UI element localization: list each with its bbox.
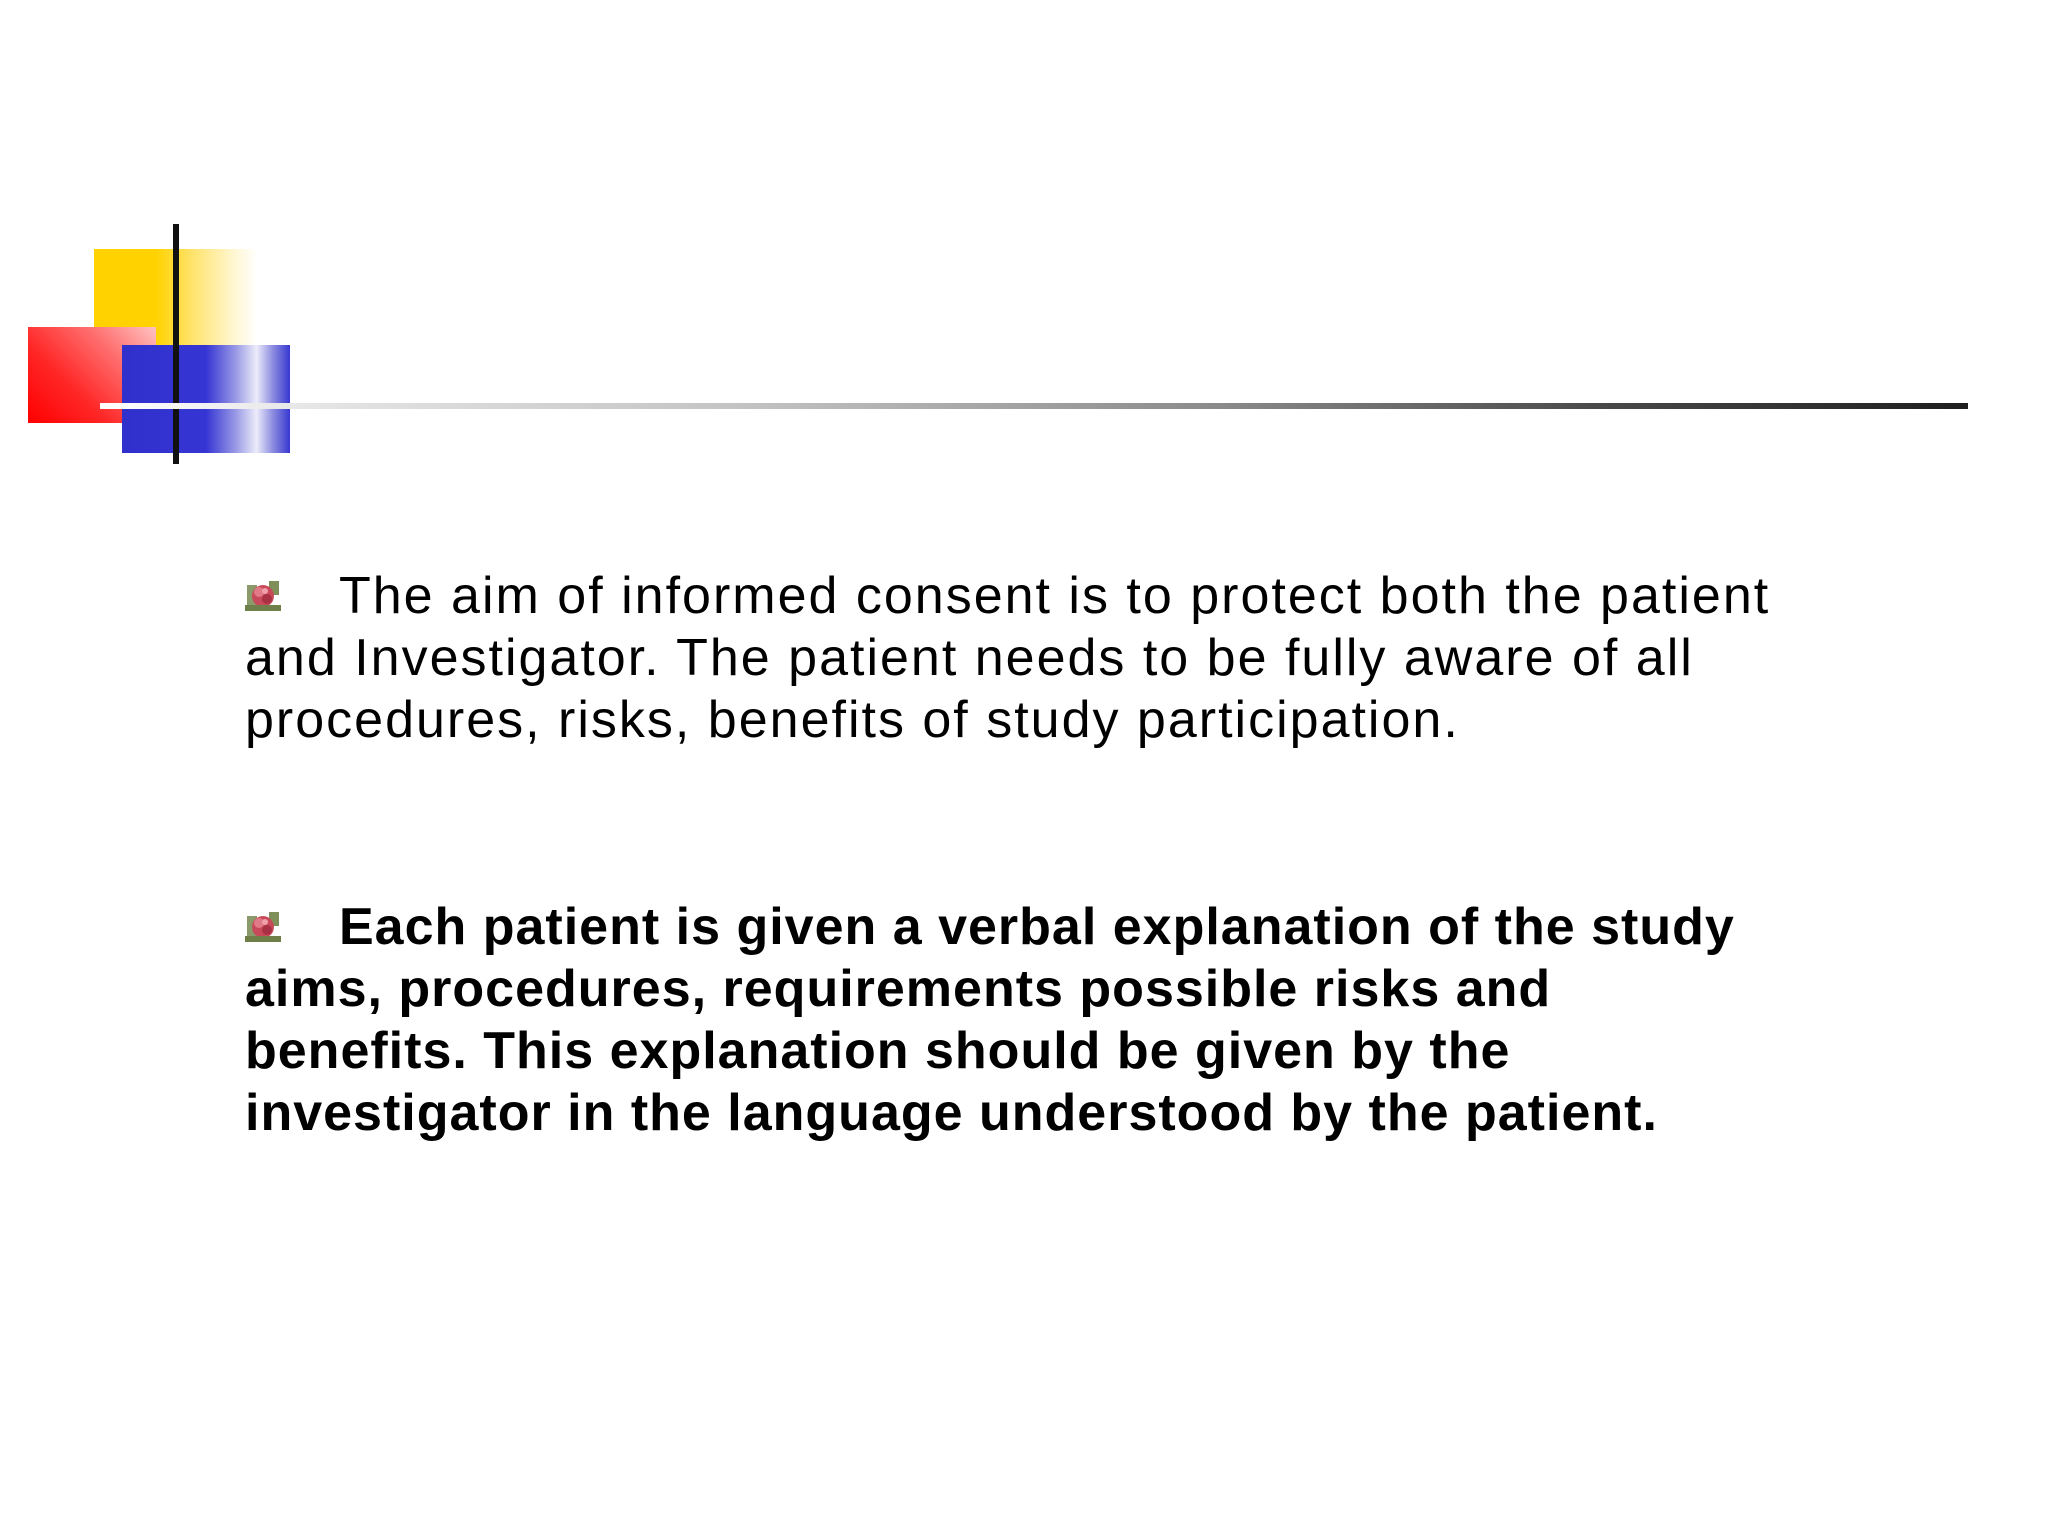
- bullet-item-verbal-explanation: [245, 896, 1785, 1144]
- slide-body: [245, 565, 1785, 1144]
- horizontal-rule: [100, 403, 1968, 409]
- blue-square: [122, 345, 290, 453]
- bullet-text: Each patient is given a verbal explanation of the study aims, procedures, requirements possible risks and benefits. This explanation should be given by the investigator in the language understood by the patient.: [245, 898, 1735, 1142]
- flower-bullet-icon: [245, 910, 281, 942]
- flower-bullet-icon: [245, 579, 281, 611]
- bullet-text: The aim of informed consent is to protect both the patient and Investigator. The patient needs to be fully aware of all procedures, risks, benefits of study participation.: [245, 567, 1771, 749]
- bullet-item-informed-consent-aim: [245, 565, 1785, 751]
- vertical-rule: [173, 224, 179, 464]
